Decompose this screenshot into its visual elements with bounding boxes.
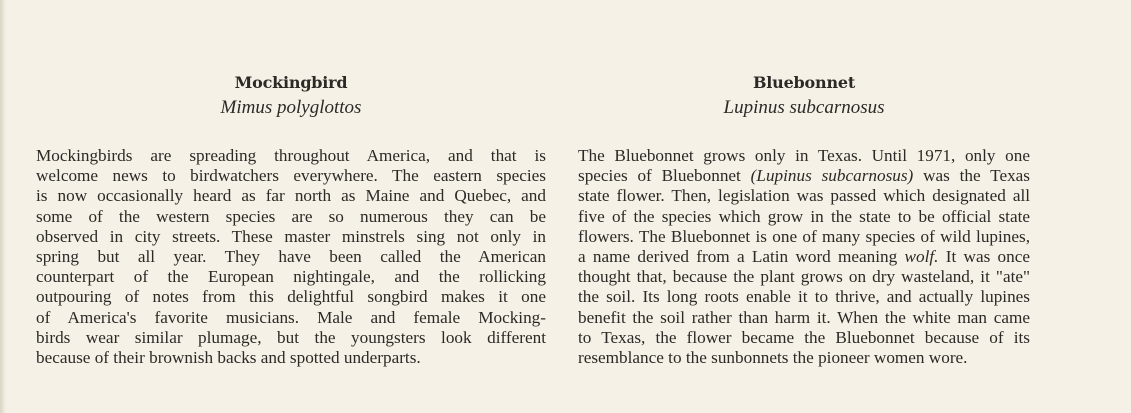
text-segment: It was once: [938, 247, 1030, 267]
text-line: spring but all year. They have been called the American: [36, 247, 546, 267]
text-line: some of the western species are so numerous they can be: [36, 206, 546, 226]
text-segment: a name derived from a Latin word meaning: [578, 247, 905, 267]
text-line: [578, 247, 1030, 267]
text-segment: species of Bluebonnet: [578, 166, 751, 186]
text-segment: was the Texas: [913, 166, 1030, 186]
text-line: The Bluebonnet grows only in Texas. Until 1971, only one: [578, 146, 1030, 165]
bluebonnet-description: [578, 146, 1030, 368]
text-line: outpouring of notes from this delightful songbird makes it one: [36, 287, 546, 307]
text-line: because of their brownish backs and spotted underparts.: [36, 348, 421, 368]
mockingbird-title: Mockingbird: [234, 73, 348, 92]
mockingbird-latin-name: Mimus polyglottos: [220, 97, 362, 118]
mockingbird-section: [36, 72, 546, 368]
text-line: state flower. Then, legislation was passed which designated all: [578, 186, 1030, 206]
text-line: birds wear similar plumage, but the youngsters look different: [36, 327, 546, 347]
text-line: Mockingbirds are spreading throughout America, and that is: [36, 146, 546, 165]
text-line: flowers. The Bluebonnet is one of many species of wild lupines,: [578, 226, 1030, 246]
italic-latin-name: (Lupinus subcarnosus): [750, 166, 914, 186]
mockingbird-description: [36, 146, 546, 368]
text-line: counterpart of the European nightingale, and the rollicking: [36, 267, 546, 287]
bluebonnet-title: Bluebonnet: [752, 73, 856, 92]
page-edge: [0, 0, 6, 413]
text-line: resemblance to the sunbonnets the pioneer women wore.: [578, 348, 968, 368]
italic-word: wolf.: [904, 247, 939, 267]
text-line: the soil. Its long roots enable it to thrive, and actually lupines: [578, 287, 1030, 307]
bluebonnet-latin-name: Lupinus subcarnosus: [723, 97, 885, 118]
text-line: observed in city streets. These master minstrels sing not only in: [36, 226, 546, 246]
text-line: five of the species which grow in the state to be official state: [578, 206, 1030, 226]
text-line: welcome news to birdwatchers everywhere. The eastern species: [36, 166, 546, 186]
bluebonnet-section: [578, 72, 1030, 368]
text-line: to Texas, the flower became the Bluebonnet because of its: [578, 327, 1030, 347]
text-line: is now occasionally heard as far north as Maine and Quebec, and: [36, 186, 546, 206]
text-line: thought that, because the plant grows on dry wasteland, it "ate": [578, 267, 1030, 287]
text-line: [578, 166, 1030, 186]
text-line: benefit the soil rather than harm it. When the white man came: [578, 307, 1030, 327]
text-line: of America's favorite musicians. Male and female Mocking-: [36, 307, 546, 327]
